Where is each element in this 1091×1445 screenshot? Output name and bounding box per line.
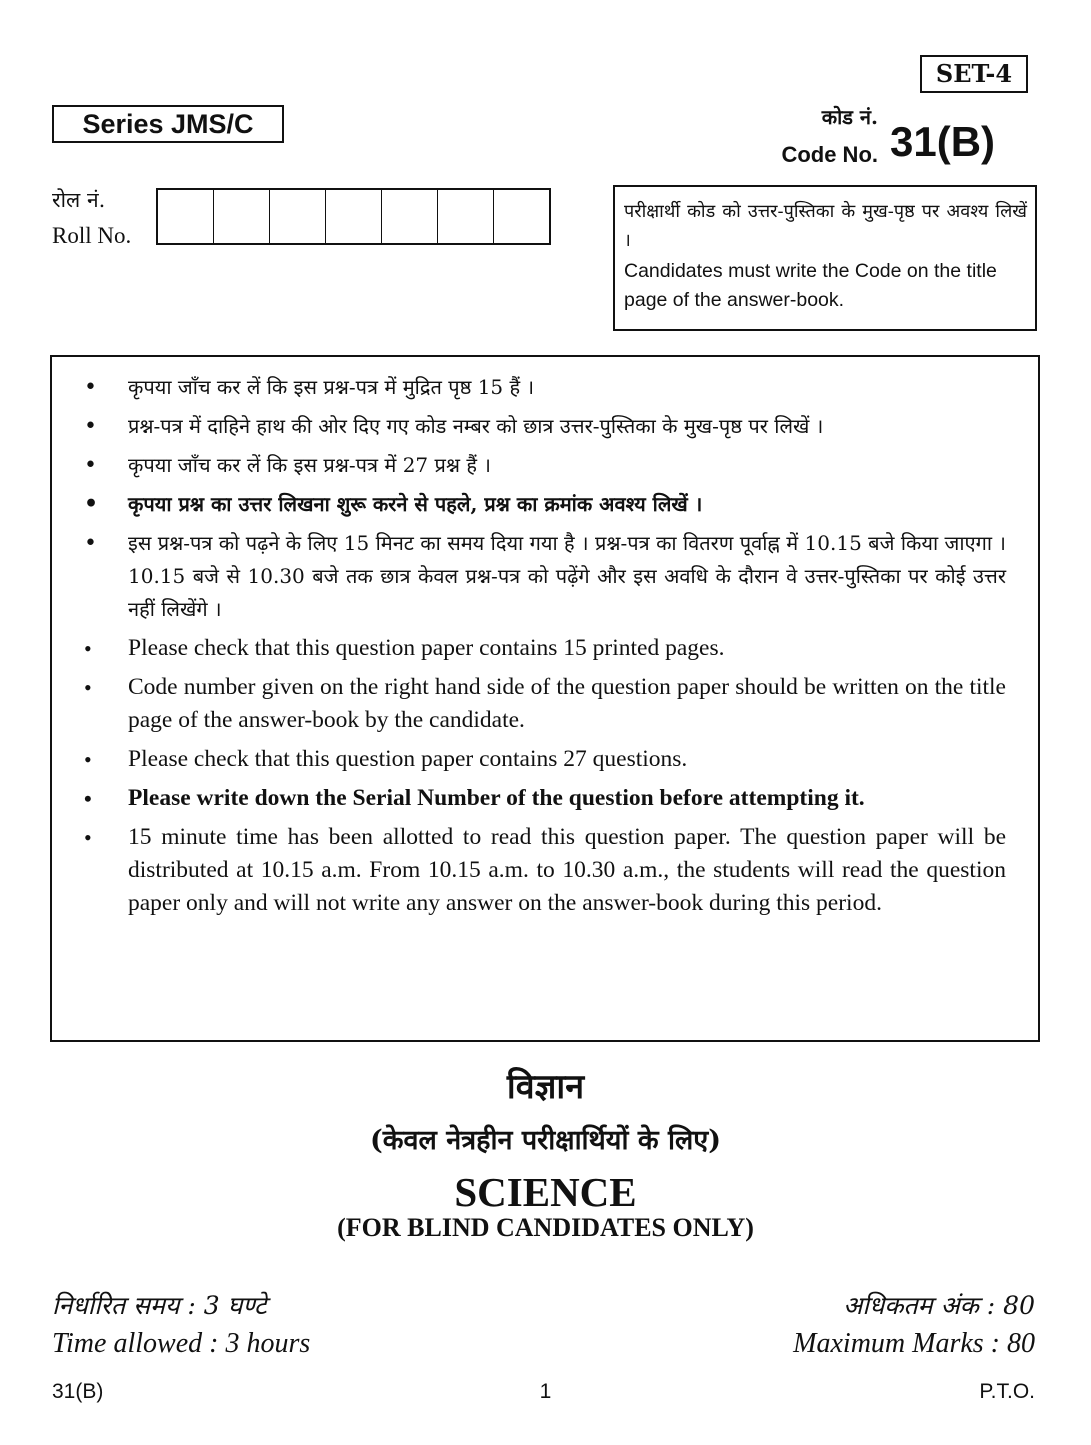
instruction-item: • कृपया प्रश्न का उत्तर लिखना शुरू करने से पहले, प्रश्न का क्रमांक अवश्य लिखें । — [80, 488, 1006, 521]
set-label: SET-4 — [920, 55, 1028, 93]
roll-label-english: Roll No. — [52, 223, 132, 248]
roll-digit-box[interactable] — [382, 190, 438, 243]
instruction-item: • Please check that this question paper contains 27 questions. — [80, 743, 1006, 776]
roll-number-boxes[interactable] — [156, 188, 551, 245]
footer-code: 31(B) — [52, 1380, 104, 1403]
instruction-item: • Please check that this question paper contains 15 printed pages. — [80, 632, 1006, 665]
instruction-item: • इस प्रश्न-पत्र को पढ़ने के लिए 15 मिनट का समय दिया गया है । प्रश्न-पत्र का वितरण पूर्वाह्न में 10.15 बजे किया जाएगा । 10.15 बजे से 10.30 बजे तक छात्र केवल प्रश्न-पत्र को पढ़ेंगे और इस अवधि के दौरान वे उत्तर-पुस्तिका पर कोई उत्तर नहीं लिखेंगे । — [80, 527, 1006, 626]
audience-english: (FOR BLIND CANDIDATES ONLY) — [337, 1213, 754, 1242]
subject-title-hindi: विज्ञान — [506, 1067, 585, 1107]
roll-digit-box[interactable] — [158, 190, 214, 243]
subject-title-english: SCIENCE — [454, 1169, 637, 1215]
code-number: 31(B) — [890, 118, 996, 165]
instruction-item: • 15 minute time has been allotted to read this question paper. The question paper will be distributed at 10.15 a.m. From 10.15 a.m. to 10.30 a.m., the students will read the question paper only and will not write any answer on the answer-book during this period. — [80, 821, 1006, 920]
pto-label: P.T.O. — [979, 1380, 1035, 1403]
series-label: Series JMS/C — [52, 105, 284, 143]
maximum-marks-hindi: अधिकतम अंक : 80 — [843, 1291, 1035, 1320]
time-allowed-hindi: निर्धारित समय : 3 घण्टे — [52, 1291, 267, 1320]
roll-digit-box[interactable] — [326, 190, 382, 243]
page-number: 1 — [539, 1380, 552, 1403]
candidate-code-note — [613, 185, 1037, 331]
roll-digit-box[interactable] — [438, 190, 494, 243]
candidate-note-hindi: परीक्षार्थी कोड को उत्तर-पुस्तिका के मुख-पृष्ठ पर अवश्य लिखें । — [624, 201, 1027, 251]
instruction-item: • कृपया जाँच कर लें कि इस प्रश्न-पत्र में 27 प्रश्न हैं । — [80, 449, 1006, 482]
instruction-item: • कृपया जाँच कर लें कि इस प्रश्न-पत्र में मुद्रित पृष्ठ 15 हैं । — [80, 371, 1006, 404]
maximum-marks-english: Maximum Marks : 80 — [793, 1328, 1035, 1359]
roll-digit-box[interactable] — [494, 190, 549, 243]
roll-label-hindi: रोल नं. — [52, 188, 106, 212]
code-label-hindi: कोड नं. — [821, 105, 878, 129]
roll-digit-box[interactable] — [214, 190, 270, 243]
candidate-note-english: Candidates must write the Code on the title page of the answer-book. — [624, 260, 997, 311]
time-allowed-english: Time allowed : 3 hours — [52, 1328, 311, 1359]
instruction-item: • Code number given on the right hand side of the question paper should be written on the title page of the answer-book by the candidate. — [80, 671, 1006, 737]
instruction-item: • प्रश्न-पत्र में दाहिने हाथ की ओर दिए गए कोड नम्बर को छात्र उत्तर-पुस्तिका के मुख-पृष्ठ पर लिखें । — [80, 410, 1006, 443]
instruction-item: • Please write down the Serial Number of the question before attempting it. — [80, 782, 1006, 815]
instructions-box — [50, 355, 1040, 1042]
audience-hindi: (केवल नेत्रहीन परीक्षार्थियों के लिए) — [370, 1125, 721, 1156]
roll-digit-box[interactable] — [270, 190, 326, 243]
code-label-english: Code No. — [781, 142, 878, 167]
